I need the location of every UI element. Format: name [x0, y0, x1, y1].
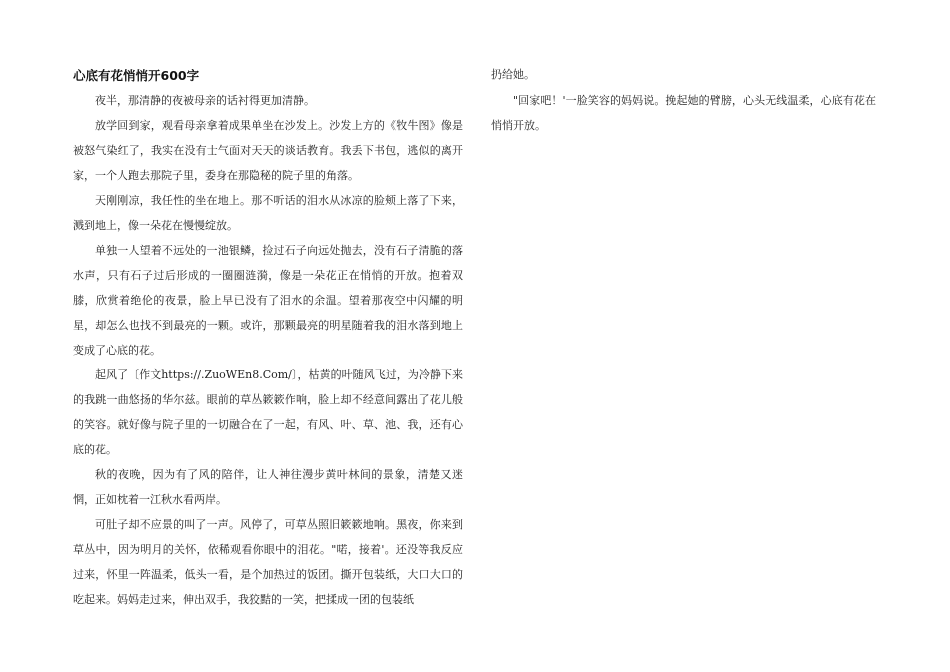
paragraph-1: 夜半，那清静的夜被母亲的话衬得更加清静。	[95, 94, 315, 107]
paragraph-5: 起风了〔作文https://.ZuoWEn8.Com/〕，枯黄的叶随风飞过，为冷静下来的我跳一曲悠扬的华尔兹。眼前的草丛簌簌作响，脸上却不经意间露出了花儿般的笑容。就好像与院子里的一切融合在了一起，有风、叶、草、池、我，还有心底的花。	[73, 368, 463, 456]
paragraph-7: 可肚子却不应景的叫了一声。风停了，可草丛照旧簌簌地响。黑夜，你来到草丛中，因为明月的关怀，依稀观看你眼中的泪花。"喏，接着'。还没等我反应过来，怀里一阵温柔，低头一看，是个加热过的饭团。撕开包装纸，大口大口的吃起来。妈妈走过来，伸出双手，我狡黠的一笑，把揉成一团的包装纸	[73, 518, 463, 606]
paragraph-3: 天刚刚凉，我任性的坐在地上。那不听话的泪水从冰凉的脸颊上落了下来，溅到地上，像一朵花在慢慢绽放。	[73, 194, 463, 232]
paragraph-6: 秋的夜晚，因为有了风的陪伴，让人神往漫步黄叶林间的景象，清楚又迷惘，正如枕着一江秋水看两岸。	[73, 468, 463, 506]
paragraph-4: 单独一人望着不远处的一池银鳞，捡过石子向远处抛去，没有石子清脆的落水声，只有石子过后形成的一圈圈涟漪，像是一朵花正在悄悄的开放。抱着双膝，欣赏着绝伦的夜景，脸上早已没有了泪水的余温。望着那夜空中闪耀的明星，却怎么也找不到最亮的一颗。或许，那颗最亮的明星随着我的泪水落到地上变成了心底的花。	[73, 244, 463, 357]
paragraph-8: 扔给她。	[491, 68, 535, 81]
paragraph-2: 放学回到家，观看母亲拿着成果单坐在沙发上。沙发上方的《牧牛图》像是被怒气染红了，我实在没有士气面对天天的谈话教育。我丢下书包，逃似的离开家，一个人跑去那院子里，委身在那隐秘的院子里的角落。	[73, 119, 463, 182]
article-title: 心底有花悄悄开600字	[73, 68, 200, 83]
paragraph-9: "回家吧！'一脸笑容的妈妈说。挽起她的臂膀，心头无线温柔，心底有花在悄悄开放。	[491, 94, 876, 132]
